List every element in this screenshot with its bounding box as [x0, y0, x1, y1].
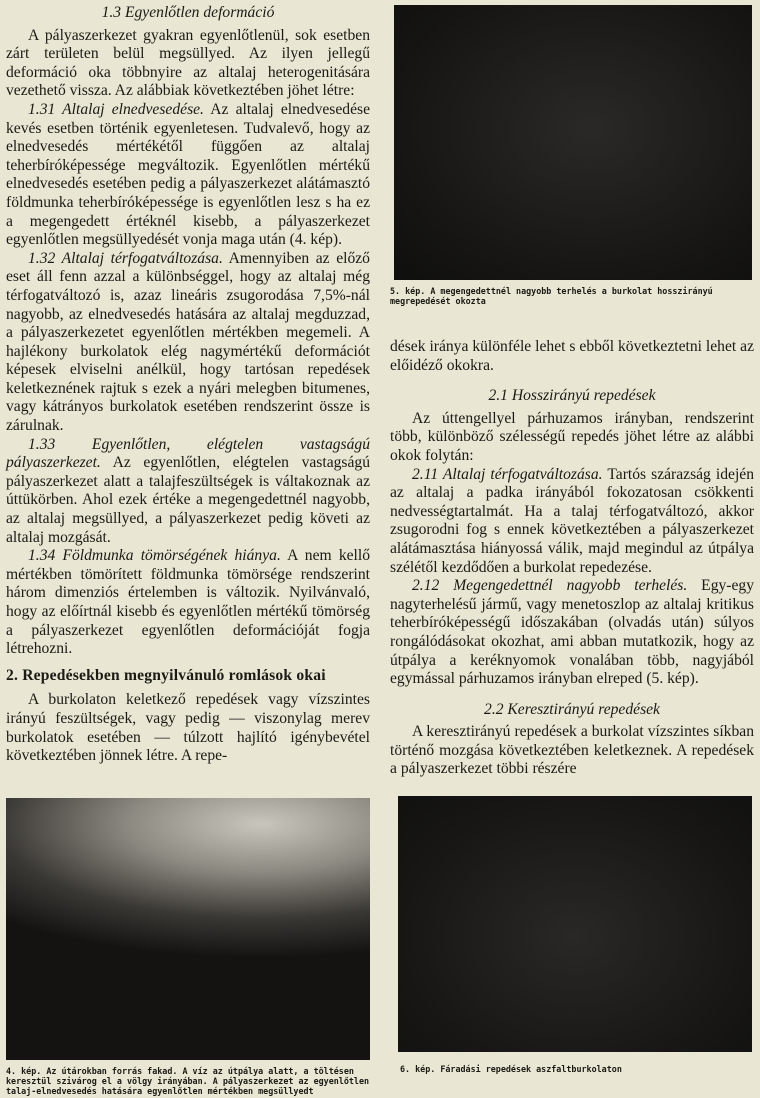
figure-4-caption: 4. kép. Az útárokban forrás fakad. A víz az útpálya alatt, a töltésen keresztül szivárog el a völgy irányában. A pályaszerkezet az egyenlőtlen talaj-elnedvesedés hatására egyenlőtlen mértékben megsüllyedt — [6, 1066, 370, 1097]
paragraph-2-12-title: 2.12 Megengedettnél nagyobb terhelés. — [412, 577, 688, 595]
section-2-1-title: 2.1 Hosszirányú repedések — [488, 387, 656, 405]
paragraph-2-11: 2.11 Altalaj térfogatváltozása. Tartós szárazság idején az altalaj a padka irányából fokozatosan csökkenti nedvességtartalmát. Ha a talaj térfogatváltozó, akkor zsugorodni fog s ennek következtében a pályaszerkezet alátámasztása hiányossá válik, majd megindul az útpálya szélétől kezdődően a burkolat repedezése. — [390, 465, 754, 576]
paragraph-1-33-title: 1.33 Egyenlőtlen, elégtelen vastagságú pályaszerkezet. — [6, 435, 370, 472]
paragraph-1-34: 1.34 Földmunka tömörségének hiánya. A nem kellő mértékben tömörített földmunka tömörsége rendszerint három dimenziós értelemben is változik. Nyilvánvaló, hogy az előírtnál kisebb és egyenlőtlen mértékű tömörség a pályaszerkezet egyenlőtlen deformációját fogja létrehozni. — [6, 547, 370, 658]
right-column — [390, 338, 754, 779]
paragraph-1-31-title: 1.31 Altalaj elnedvesedése. — [28, 100, 204, 118]
intro-paragraph: A pályaszerkezet gyakran egyenlőtlenül, sok esetben zárt területen belül megsüllyed. Az ilyen jellegű deformáció oka többnyire az altalaj heterogenitására vezethető vissza. Az alábbiak következtében jöhet létre: — [6, 26, 370, 100]
paragraph-1-34-title: 1.34 Földmunka tömörségének hiánya. — [28, 547, 281, 565]
figure-5-caption: 5. kép. A megengedettnél nagyobb terhelés a burkolat hosszirányú megrepedését okozta — [390, 286, 713, 307]
paragraph-2-11-title: 2.11 Altalaj térfogatváltozása. — [412, 465, 603, 483]
left-column — [6, 4, 370, 766]
figure-4-photo — [6, 798, 370, 1060]
figure-6-photo — [398, 796, 752, 1052]
section-2-2-paragraph: A keresztirányú repedések a burkolat vízszintes síkban történő mozgása következtében keletkeznek. A repedések a pályaszerkezet többi részére — [390, 723, 754, 778]
paragraph-1-32-title: 1.32 Altalaj térfogatváltozása. — [28, 249, 223, 267]
paragraph-2-12: 2.12 Megengedettnél nagyobb terhelés. Egy-egy nagyterhelésű jármű, vagy menetoszlop az altalaj kritikus teherbíróképességű időszakában (olvadás után) súlyos rongálódásokat okozhat, ami abban mutatkozik, hogy az útpálya a keréknyomok vonalában több, nagyjából egymással párhuzamos irányban elreped (5. kép). — [390, 577, 754, 688]
section-1-3-title: 1.3 Egyenlőtlen deformáció — [101, 4, 275, 21]
paragraph-1-32: 1.32 Altalaj térfogatváltozása. Amennyiben az előző eset áll fenn azzal a különbséggel, hogy az altalaj még térfogatváltozó is, azaz lineáris zsugorodása 7,5%-nál nagyobb, az elnedvesedés hatására az altalaj megduzzad, a pályaszerkezetet egyenlőtlen mértékben megemeli. A hajlékony burkolatok elég nagymértékű deformációt képesek elviselni anélkül, hogy tartósan repedések keletkeznének rajtuk s ezek a nyári melegben bitumenes, vagy kátrányos burkolatok esetében rendszerint össze is zárulnak. — [6, 249, 370, 435]
continued-paragraph: dések iránya különféle lehet s ebből következtetni lehet az előidéző okokra. — [390, 338, 754, 374]
section-2-1-intro: Az úttengellyel párhuzamos irányban, rendszerint több, különböző szélességű repedés jöhet létre az alábbi okok folytán: — [390, 409, 754, 464]
section-2-paragraph: A burkolaton keletkező repedések vagy vízszintes irányú feszültségek, vagy pedig — viszonylag merev burkolatok esetében — túlzott hajlító igénybevétel következtében jönnek létre. A repe- — [6, 691, 370, 765]
section-2-title: 2. Repedésekben megnyilvánuló romlások okai — [6, 666, 326, 684]
paragraph-1-33: 1.33 Egyenlőtlen, elégtelen vastagságú pályaszerkezet. Az egyenlőtlen, elégtelen vastagságú pályaszerkezet alatt a talajfeszültségek is váltakoznak az úttükörben. Ahol ezek értéke a megengedettnél nagyobb, az altalaj megsüllyed, a pályaszerkezet pedig követi az altalaj mozgását. — [6, 435, 370, 546]
paragraph-1-31: 1.31 Altalaj elnedvesedése. Az altalaj elnedvesedése kevés esetben történik egyenletesen. Tudvalevő, hogy az elnedvesedés mértékétől függően az altalaj teherbíróképessége megváltozik. Egyenlőtlen mértékű elnedvesedés esetében pedig a pályaszerkezet alátámasztó földmunka teherbíróképessége is egyenlőtlen lesz s ha ez a megengedett értéknél kisebb, a pályaszerkezet egyenlőtlen megsüllyedését vonja maga után (4. kép). — [6, 100, 371, 249]
section-2-2-title: 2.2 Keresztirányú repedések — [484, 700, 660, 718]
figure-6-caption: 6. kép. Fáradási repedések aszfaltburkolaton — [400, 1064, 622, 1074]
figure-5-photo — [394, 5, 752, 280]
